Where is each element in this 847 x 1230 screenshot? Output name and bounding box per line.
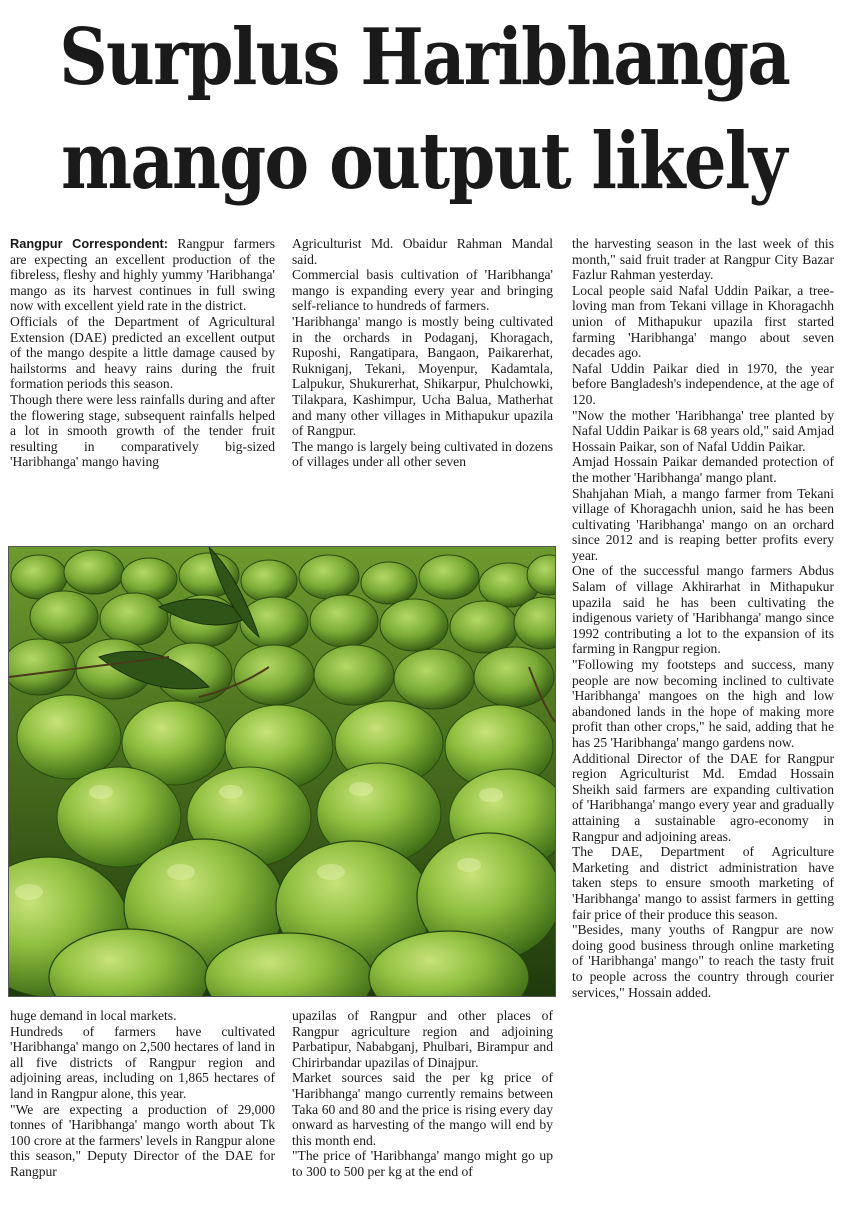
paragraph: Commercial basis cultivation of 'Haribhanga' mango is expanding every year and bringing self-reliance to hundreds of farmers. bbox=[292, 267, 553, 314]
paragraph: 'Haribhanga' mango is mostly being cultivated in the orchards in Podaganj, Khoragach, Ruposhi, Rangatipara, Bangaon, Paikarerhat, Rukniganj, Tekani, Moyenpur, Kadamtala, Lalpukur, Shukurerhat, Shikarpur, Phulchowki, Tilakpara, Kashimpur, Ucha Balua, Matherhat and many other villages in Mithapukur upazila of Rangpur. bbox=[292, 313, 553, 439]
mango-pile-illustration bbox=[9, 547, 555, 996]
paragraph: "We are expecting a production of 29,000 tonnes of 'Haribhanga' mango worth about Tk 100 crore at the farmers' levels in Rangpur alone this season," Deputy Director of the DAE for Rangpur bbox=[10, 1101, 275, 1179]
paragraph: "The price of 'Haribhanga' mango might go up to 300 to 500 per kg at the end of bbox=[292, 1148, 553, 1179]
paragraph: Amjad Hossain Paikar demanded protection of the mother 'Haribhanga' mango plant. bbox=[572, 454, 834, 485]
paragraph: "Following my footsteps and success, many people are now becoming inclined to cultivate 'Haribhanga' mangoes on the high and low abandoned lands in the hope of making more profit than other crops," he said, adding that he has 25 'Haribhanga' mango gardens now. bbox=[572, 657, 834, 750]
mango-pile-photo bbox=[8, 546, 556, 997]
paragraph: Nafal Uddin Paikar died in 1970, the year before Bangladesh's independence, at the age of 120. bbox=[572, 360, 834, 407]
paragraph: "Now the mother 'Haribhanga' tree planted by Nafal Uddin Paikar is 68 years old," said Amjad Hossain Paikar, son of Nafal Uddin Paikar. bbox=[572, 407, 834, 454]
paragraph: The DAE, Department of Agriculture Marketing and district administration have taken steps to ensure smooth marketing of 'Haribhanga' mango to assist farmers in getting fair price of their produce this season. bbox=[572, 844, 834, 922]
paragraph: Market sources said the per kg price of 'Haribhanga' mango currently remains between Taka 60 and 80 and the price is rising every day onward as harvesting of the mango will end by this month end. bbox=[292, 1070, 553, 1148]
paragraph: Though there were less rainfalls during and after the flowering stage, subsequent rainfalls helped a lot in smooth growth of the tender fruit resulting in comparatively big-sized 'Haribhanga' mango having bbox=[10, 391, 275, 470]
column-1-bottom bbox=[10, 1008, 275, 1180]
paragraph: One of the successful mango farmers Abdus Salam of village Akhirarhat in Mithapukur upazila said he has been cultivating the indigenous variety of 'Haribhanga' mango since 1992 contributing a lot to the expansion of its farming in Rangpur region. bbox=[572, 563, 834, 657]
paragraph: Local people said Nafal Uddin Paikar, a tree-loving man from Tekani village in Khoragachh union of Mithapukur upazila first started farming 'Haribhanga' mango about seven decades ago. bbox=[572, 282, 834, 361]
paragraph: Additional Director of the DAE for Rangpur region Agriculturist Md. Emdad Hossain Sheikh said farmers are expanding cultivation of 'Haribhanga' mango every year and gradually attaining a sustainable agro-economy in Rangpur and adjoining areas. bbox=[572, 750, 834, 844]
paragraph: The mango is largely being cultivated in dozens of villages under all other seven bbox=[292, 438, 553, 470]
column-1-top bbox=[10, 236, 275, 470]
paragraph: the harvesting season in the last week of this month," said fruit trader at Rangpur City Bazar Fazlur Rahman yesterday. bbox=[572, 236, 834, 283]
headline bbox=[59, 6, 790, 214]
paragraph: upazilas of Rangpur and other places of Rangpur agriculture region and adjoining Parbatipur, Nababganj, Phulbari, Birampur and Chirirbandar upazilas of Dinajpur. bbox=[292, 1008, 553, 1070]
paragraph: "Besides, many youths of Rangpur are now doing good business through online marketing of 'Haribhanga' mango" to reach the tasty fruit to people across the country through courier services," Hossain added. bbox=[572, 922, 834, 1000]
paragraph: huge demand in local markets. bbox=[10, 1008, 177, 1023]
headline-line-2: mango output likely bbox=[61, 116, 786, 207]
byline: Rangpur Correspondent: bbox=[10, 236, 169, 251]
paragraph: Agriculturist Md. Obaidur Rahman Mandal said. bbox=[292, 236, 553, 267]
paragraph bbox=[10, 236, 275, 314]
headline-line-1: Surplus Haribhanga bbox=[59, 12, 790, 103]
column-2-bottom bbox=[292, 1008, 553, 1180]
column-2-top bbox=[292, 236, 553, 470]
paragraph-text: Rangpur farmers are expecting an excellent production of the fibreless, fleshy and highly yummy 'Haribhanga' mango as its harvest continues in full swing now with excellent yield rate in the district. bbox=[10, 236, 276, 314]
paragraph: Shahjahan Miah, a mango farmer from Tekani village of Khoragachh union, said he has been cultivating 'Haribhanga' mango on an orchard since 2012 and is reaping better profits every year. bbox=[572, 485, 834, 563]
paragraph: Officials of the Department of Agricultural Extension (DAE) predicted an excellent output of the mango despite a little damage caused by hailstorms and heavy rains during the fruit formation periods this season. bbox=[10, 313, 275, 392]
paragraph: Hundreds of farmers have cultivated 'Haribhanga' mango on 2,500 hectares of land in all five districts of Rangpur region and adjoining areas, including on 1,865 hectares of land in Rangpur alone, this year. bbox=[10, 1023, 275, 1101]
column-3 bbox=[572, 236, 834, 1000]
